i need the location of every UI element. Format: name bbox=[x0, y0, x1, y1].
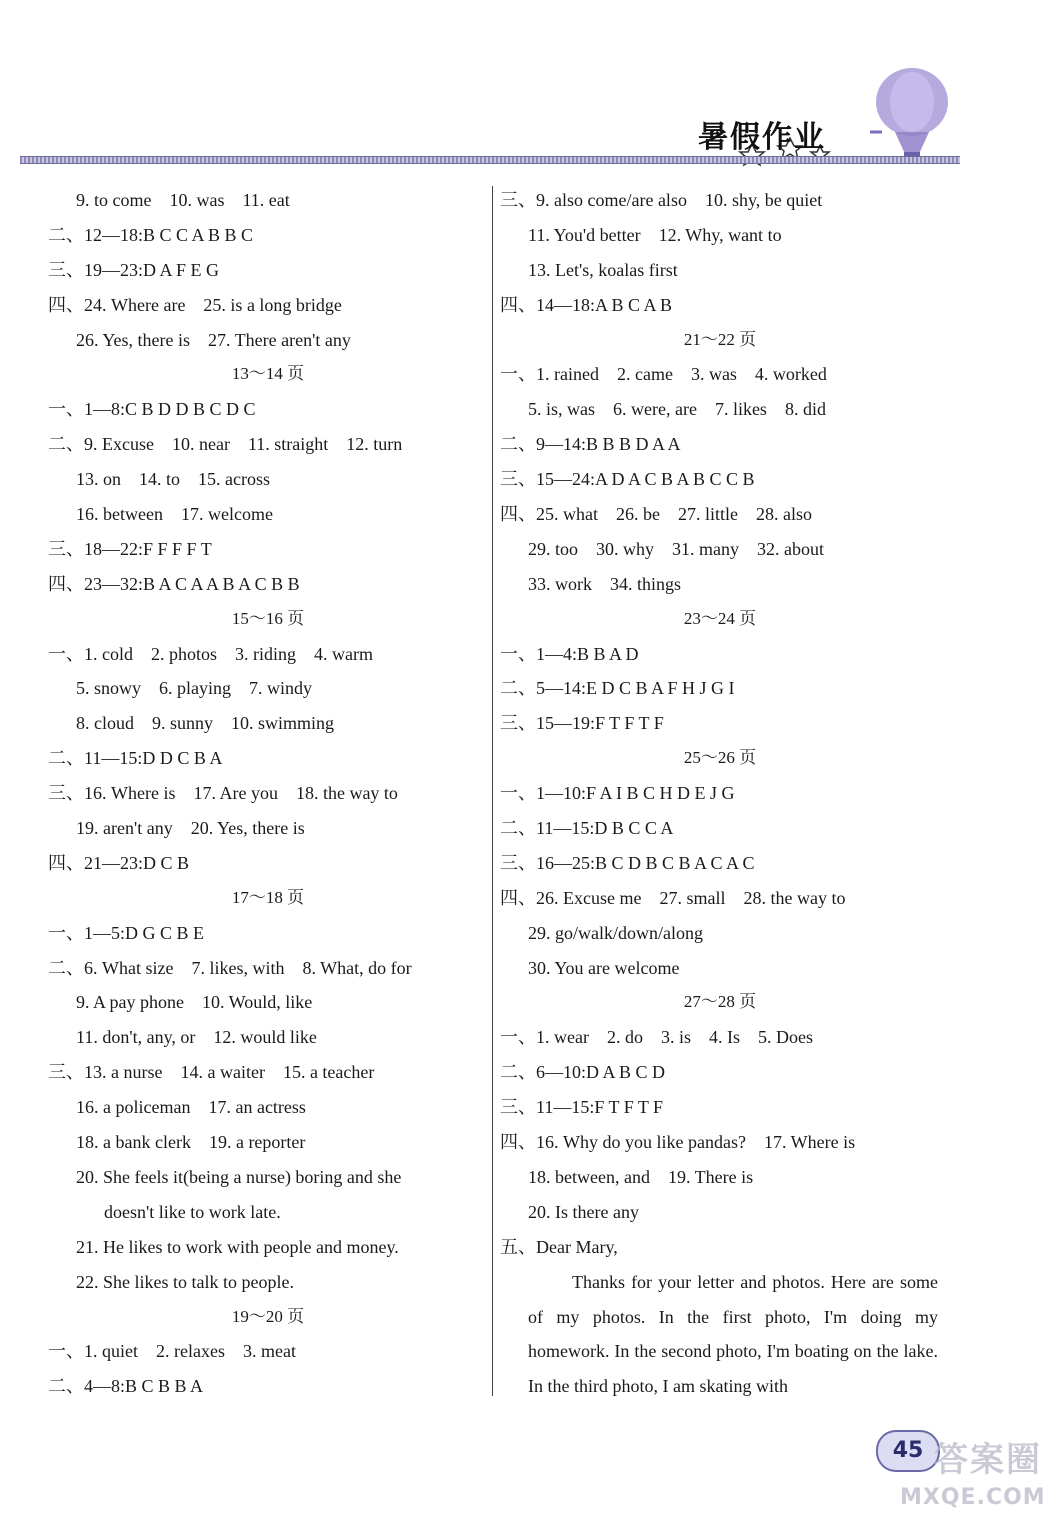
answer-line: 一、1. quiet 2. relaxes 3. meat bbox=[48, 1341, 296, 1362]
answer-line: 21. He likes to work with people and money. bbox=[76, 1236, 399, 1257]
watermark bbox=[900, 1432, 1050, 1528]
answer-line: 一、1—4:B B A D bbox=[500, 643, 639, 664]
watermark-url: MXQE.COM bbox=[900, 1485, 1046, 1510]
page-range-heading: 21～22 页 bbox=[683, 329, 757, 349]
answer-line: 三、9. also come/are also 10. shy, be quiet bbox=[500, 190, 823, 210]
answer-line: 三、16. Where is 17. Are you 18. the way to bbox=[48, 783, 398, 804]
answer-line: 11. don't, any, or 12. would like bbox=[76, 1027, 317, 1048]
answer-line: 四、16. Why do you like pandas? 17. Where is bbox=[500, 1132, 856, 1153]
answer-line: 三、15—24:A D A C B A B C C B bbox=[500, 469, 755, 490]
answer-line: 19. aren't any 20. Yes, there is bbox=[76, 818, 305, 839]
answer-line: 三、11—15:F T F T F bbox=[500, 1097, 664, 1118]
answer-line: 16. between 17. welcome bbox=[76, 504, 273, 525]
answer-line: 五、Dear Mary, bbox=[500, 1236, 618, 1257]
answer-line: 四、14—18:A B C A B bbox=[500, 294, 673, 315]
answer-line: 一、1—5:D G C B E bbox=[48, 922, 205, 943]
answer-line: 四、26. Excuse me 27. small 28. the way to bbox=[500, 887, 846, 908]
answer-line: 33. work 34. things bbox=[528, 573, 681, 594]
answer-line: 20. She feels it(being a nurse) boring and she bbox=[76, 1166, 402, 1187]
answer-line: 二、12—18:B C C A B B C bbox=[48, 224, 254, 245]
answer-line: 二、11—15:D B C C A bbox=[500, 818, 674, 839]
answer-line: 二、6—10:D A B C D bbox=[500, 1062, 666, 1083]
page-range-heading: 13～14 页 bbox=[231, 364, 305, 384]
answer-line: 三、16—25:B C D B C B A C A C bbox=[500, 852, 755, 873]
answer-line: 一、1. cold 2. photos 3. riding 4. warm bbox=[48, 643, 373, 664]
answer-line: 5. is, was 6. were, are 7. likes 8. did bbox=[528, 399, 826, 420]
column-divider bbox=[492, 186, 493, 1396]
answer-line: 四、23—32:B A C A A B A C B B bbox=[48, 573, 300, 594]
answer-line: 30. You are welcome bbox=[528, 957, 680, 978]
page-range-heading: 27～28 页 bbox=[683, 992, 757, 1012]
answer-line: 16. a policeman 17. an actress bbox=[76, 1097, 306, 1118]
answer-line: doesn't like to work late. bbox=[104, 1201, 281, 1222]
answer-line: 四、24. Where are 25. is a long bridge bbox=[48, 294, 342, 315]
answer-line: 一、1—10:F A I B C H D E J G bbox=[500, 783, 735, 804]
answer-line: 三、19—23:D A F E G bbox=[48, 259, 220, 280]
answer-line: 四、25. what 26. be 27. little 28. also bbox=[500, 504, 812, 525]
answer-line: 18. between, and 19. There is bbox=[528, 1166, 754, 1187]
watermark-logo-text: 答案圈 bbox=[934, 1440, 1042, 1480]
answer-line: 二、9—14:B B B D A A bbox=[500, 434, 681, 455]
page-number: 45 bbox=[876, 1430, 940, 1472]
page-range-heading: 19～20 页 bbox=[231, 1306, 305, 1326]
answer-line: 13. Let's, koalas first bbox=[528, 259, 678, 280]
answer-line: 一、1. rained 2. came 3. was 4. worked bbox=[500, 364, 827, 385]
answer-line: 26. Yes, there is 27. There aren't any bbox=[76, 329, 351, 350]
left-answer-column bbox=[48, 183, 488, 1404]
page-range-heading: 25～26 页 bbox=[683, 748, 757, 768]
answer-line: 11. You'd better 12. Why, want to bbox=[528, 224, 782, 245]
answer-line: 三、15—19:F T F T F bbox=[500, 713, 664, 734]
answer-line: 三、18—22:F F F F T bbox=[48, 538, 212, 559]
answer-line: 三、13. a nurse 14. a waiter 15. a teacher bbox=[48, 1062, 375, 1083]
right-answer-column bbox=[500, 183, 940, 1404]
header-title: 暑假作业 bbox=[698, 120, 826, 155]
page-range-heading: 17～18 页 bbox=[231, 887, 305, 907]
answer-line: 18. a bank clerk 19. a reporter bbox=[76, 1132, 306, 1153]
answer-line: 一、1—8:C B D D B C D C bbox=[48, 399, 256, 420]
answer-line: 一、1. wear 2. do 3. is 4. Is 5. Does bbox=[500, 1027, 813, 1048]
answer-line: 20. Is there any bbox=[528, 1201, 639, 1222]
answer-line: 二、6. What size 7. likes, with 8. What, do for bbox=[48, 957, 412, 978]
answer-line: 22. She likes to talk to people. bbox=[76, 1271, 294, 1292]
answer-line: 29. go/walk/down/along bbox=[528, 922, 703, 943]
answer-line: 四、21—23:D C B bbox=[48, 852, 190, 873]
answer-line: 二、9. Excuse 10. near 11. straight 12. turn bbox=[48, 434, 403, 455]
page-range-heading: 15～16 页 bbox=[231, 608, 305, 628]
page-range-heading: 23～24 页 bbox=[683, 608, 757, 628]
answer-line: 13. on 14. to 15. across bbox=[76, 469, 270, 490]
answer-line: 8. cloud 9. sunny 10. swimming bbox=[76, 713, 335, 734]
answer-line: 二、5—14:E D C B A F H J G I bbox=[500, 678, 735, 699]
answer-line: 9. to come 10. was 11. eat bbox=[76, 190, 290, 210]
answer-line: 9. A pay phone 10. Would, like bbox=[76, 992, 313, 1013]
answer-line: 二、11—15:D D C B A bbox=[48, 748, 223, 769]
letter-body: Thanks for your letter and photos. Here are some of my photos. In the first photo, I'm doing my homework. In the second photo, I'm boating on the lake. In the third photo, I am skating with bbox=[528, 1271, 938, 1397]
answer-line: 5. snowy 6. playing 7. windy bbox=[76, 678, 312, 699]
header-divider bbox=[20, 156, 960, 164]
answer-line: 29. too 30. why 31. many 32. about bbox=[528, 538, 824, 559]
answer-line: 二、4—8:B C B B A bbox=[48, 1376, 204, 1397]
